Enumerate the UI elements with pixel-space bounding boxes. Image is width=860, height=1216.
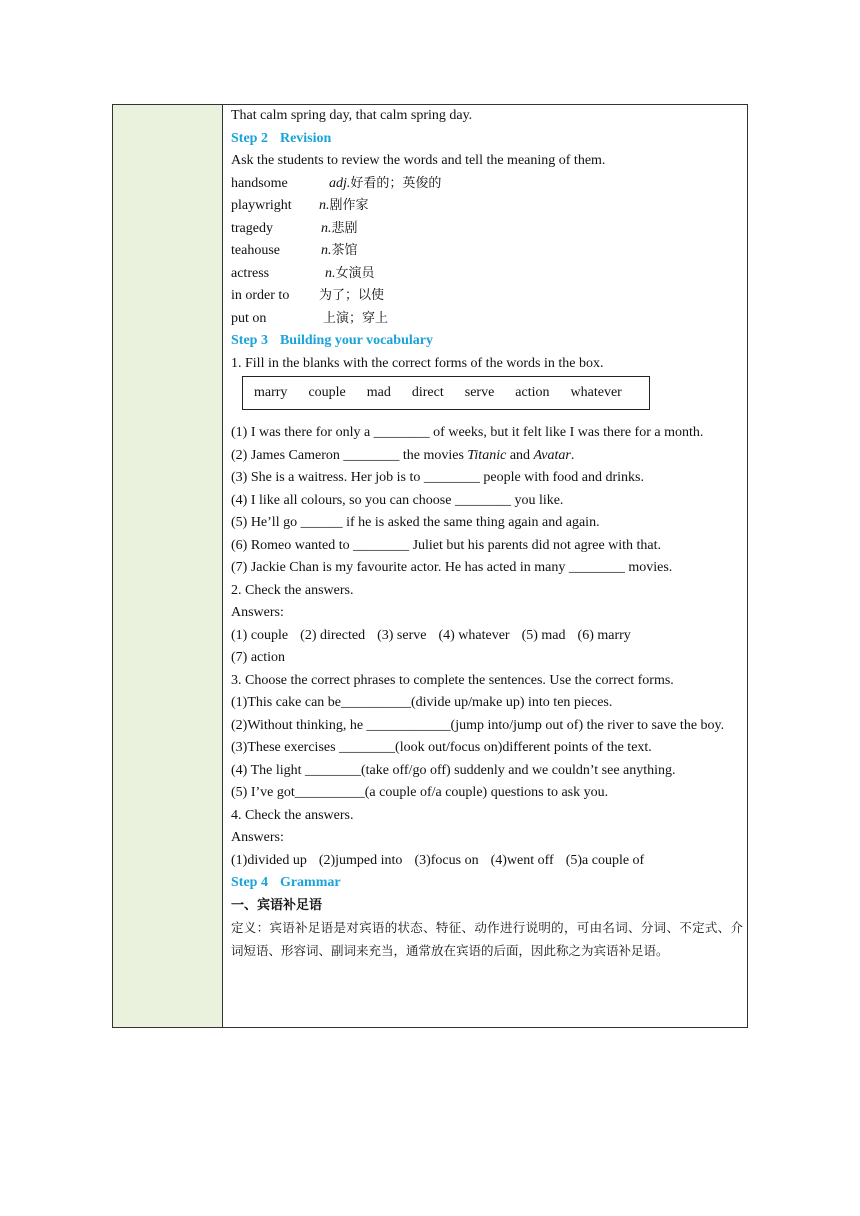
content-cell — [231, 105, 743, 962]
intro-line: That calm spring day, that calm spring day. — [231, 108, 473, 123]
answers-label: Answers: — [231, 605, 284, 620]
phrase-3: (3)These exercises ________(look out/focus on)different points of the text. — [231, 740, 652, 755]
vocab-row: in order to 为了；以使 — [231, 288, 385, 303]
grammar-heading: 一、宾语补足语 — [231, 897, 323, 913]
step3-task2: 2. Check the answers. — [231, 582, 354, 598]
question-3: (3) She is a waitress. Her job is to ________ people with food and drinks. — [231, 470, 644, 485]
left-column-cell — [113, 105, 223, 1027]
vocab-row: playwright n.剧作家 — [231, 198, 369, 213]
vocab-row: actress n.女演员 — [231, 265, 375, 281]
word-box — [242, 376, 650, 410]
answers-row-last: (7) action — [231, 650, 286, 665]
step3-heading: Step 3 Building your vocabulary — [231, 333, 433, 348]
question-1: (1) I was there for only a ________ of weeks, but it felt like I was there for a month. — [231, 425, 704, 440]
phrase-2: (2)Without thinking, he ____________(jump into/jump out of) the river to save the boy. — [231, 717, 725, 733]
vocab-row: tragedy n.悲剧 — [231, 220, 358, 236]
step4-heading: Step 4 Grammar — [231, 875, 341, 890]
box-word: couple — [308, 385, 346, 400]
lesson-table — [112, 104, 748, 1028]
grammar-definition: 定义：宾语补足语是对宾语的状态、特征、动作进行说明的，可由名词、分词、不定式、介词短语、形容词、副词来充当，通常放在宾语的后面，因此称之为宾语补足语。 — [231, 920, 743, 958]
question-7: (7) Jackie Chan is my favourite actor. He has acted in many ________ movies. — [231, 560, 673, 575]
phrase-4: (4) The light ________(take off/go off) suddenly and we couldn’t see anything. — [231, 762, 676, 778]
box-word: marry — [254, 385, 288, 400]
box-word: action — [515, 385, 550, 400]
phrase-5: (5) I’ve got__________(a couple of/a couple) questions to ask you. — [231, 785, 609, 800]
phrase-1: (1)This cake can be__________(divide up/make up) into ten pieces. — [231, 695, 613, 710]
step3-task1: 1. Fill in the blanks with the correct forms of the words in the box. — [231, 355, 604, 371]
vocab-row: put on 上演；穿上 — [231, 310, 389, 326]
box-word: mad — [366, 385, 391, 400]
vocab-row: teahouse n.茶馆 — [231, 243, 358, 258]
answers2-row: (1)divided up (2)jumped into (3)focus on (4)went off (5)a couple of — [231, 852, 645, 868]
question-6: (6) Romeo wanted to ________ Juliet but his parents did not agree with that. — [231, 537, 662, 553]
box-word: whatever — [570, 385, 622, 400]
step2-instruction: Ask the students to review the words and tell the meaning of them. — [231, 153, 606, 168]
box-word: serve — [464, 385, 495, 400]
step2-heading: Step 2 Revision — [231, 130, 332, 146]
answers2-label: Answers: — [231, 830, 284, 845]
answers-row: (1) couple (2) directed (3) serve (4) whatever (5) mad (6) marry — [231, 627, 631, 643]
vocab-row: handsome adj.好看的；英俊的 — [231, 175, 442, 191]
question-5: (5) He’ll go ______ if he is asked the same thing again and again. — [231, 515, 600, 530]
question-2: (2) James Cameron ________ the movies Titanic and Avatar. — [231, 447, 575, 463]
step3-task4: 4. Check the answers. — [231, 807, 354, 823]
step3-task3: 3. Choose the correct phrases to complete the sentences. Use the correct forms. — [231, 672, 674, 688]
question-4: (4) I like all colours, so you can choose ________ you like. — [231, 492, 564, 508]
box-word: direct — [411, 385, 444, 400]
